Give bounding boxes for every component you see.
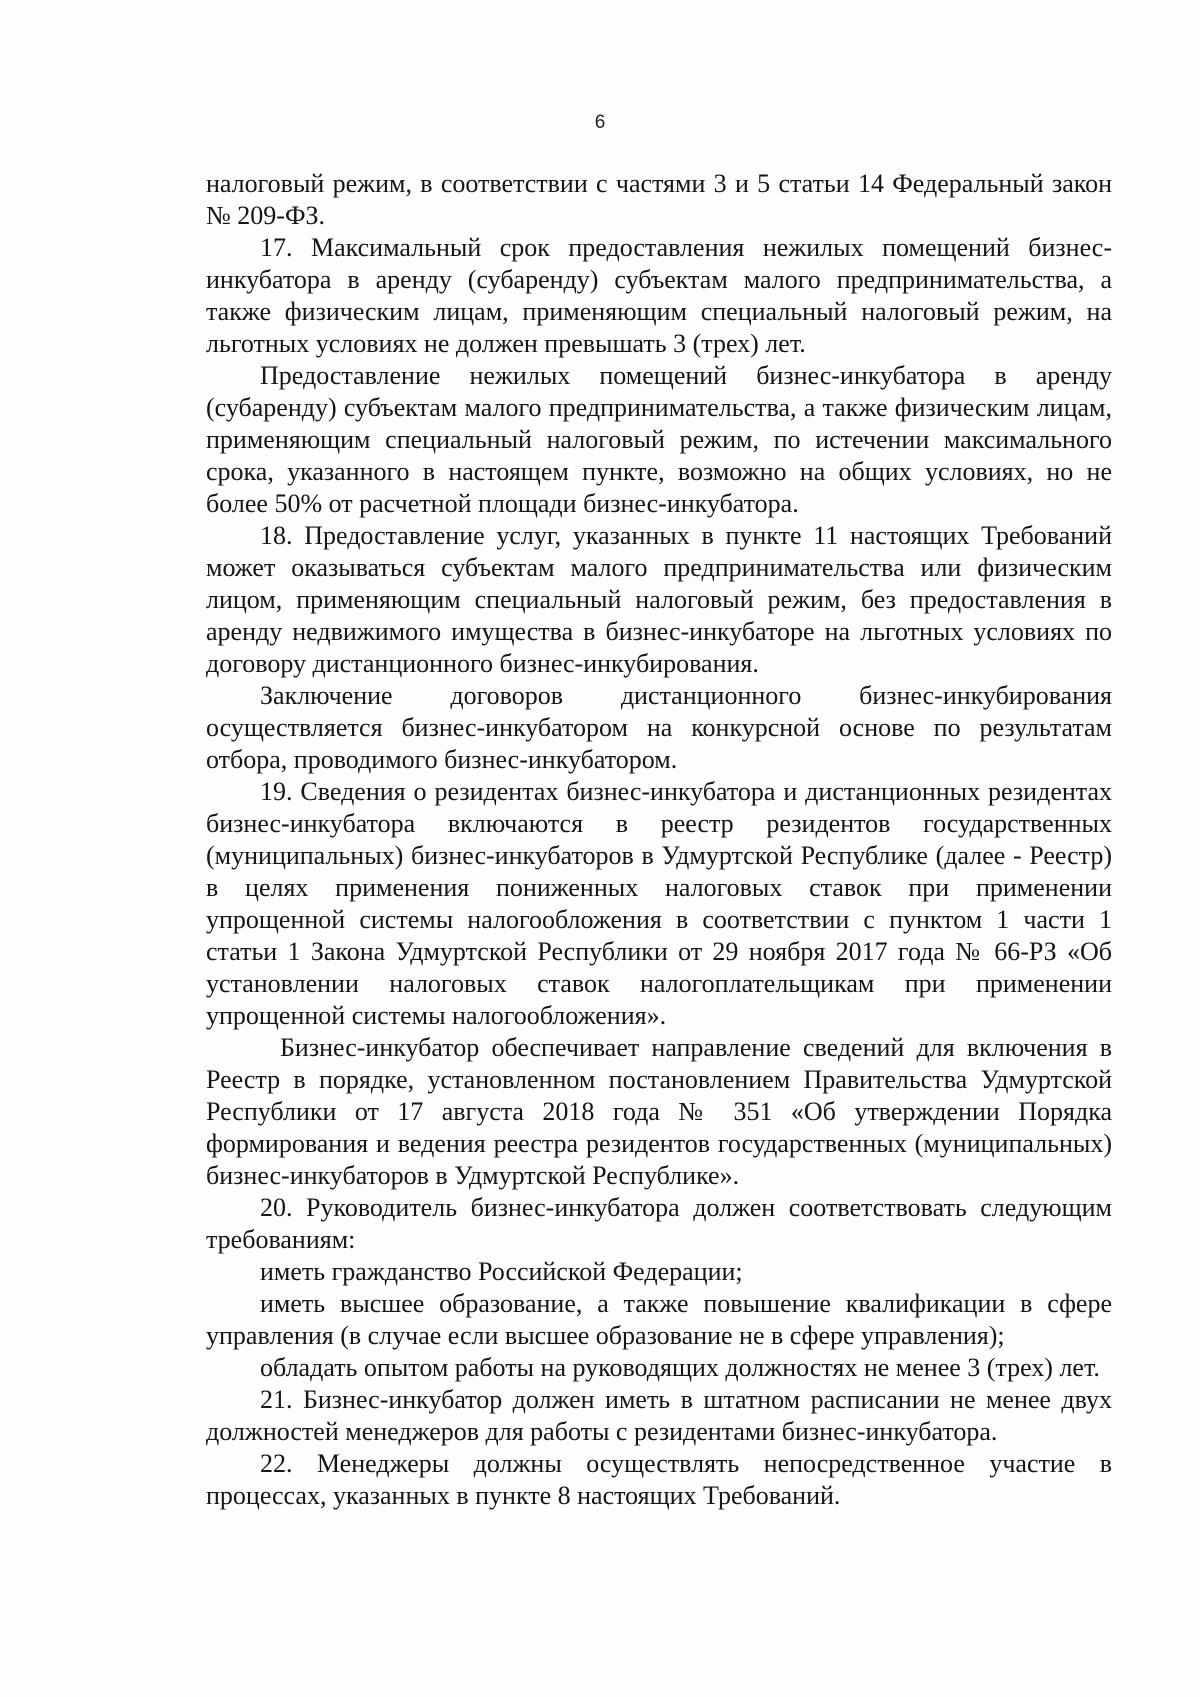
requirement-citizenship: иметь гражданство Российской Федерации; bbox=[260, 1257, 743, 1286]
paragraph-item-17: 17. Максимальный срок предоставления нежилых помещений бизнес-инкубатора в аренду (субаренду) субъектам малого предпринимательства, а также физическим лицам, применяющим специальный налоговый режим, на льготных условиях не должен превышать 3 (трех) лет. bbox=[206, 233, 1112, 358]
paragraph-item-18: 18. Предоставление услуг, указанных в пункте 11 настоящих Требований может оказываться субъектам малого предпринимательства или физическим лицом, применяющим специальный налоговый режим, без предоставления в аренду недвижимого имущества в бизнес-инкубаторе на льготных условиях по договору дистанционного бизнес-инкубирования. bbox=[206, 521, 1112, 678]
paragraph-item-18-part2: Заключение договоров дистанционного бизнес-инкубирования осуществляется бизнес-инкубатором на конкурсной основе по результатам отбора, проводимого бизнес-инкубатором. bbox=[206, 681, 1112, 774]
paragraph-item-20: 20. Руководитель бизнес-инкубатора должен соответствовать следующим требованиям: bbox=[206, 1193, 1112, 1254]
page-number: 6 bbox=[594, 112, 606, 133]
paragraph-continuation: налоговый режим, в соответствии с частями 3 и 5 статьи 14 Федеральный закон № 209-ФЗ. bbox=[206, 169, 1112, 230]
requirement-education: иметь высшее образование, а также повышение квалификации в сфере управления (в случае если высшее образование не в сфере управления); bbox=[206, 1289, 1112, 1350]
paragraph-item-19-part2: Бизнес-инкубатор обеспечивает направление сведений для включения в Реестр в порядке, установленном постановлением Правительства Удмуртской Республики от 17 августа 2018 года № 351 «Об утверждении Порядка формирования и ведения реестра резидентов государственных (муниципальных) бизнес-инкубаторов в Удмуртской Республике». bbox=[206, 1033, 1112, 1190]
paragraph-item-21: 21. Бизнес-инкубатор должен иметь в штатном расписании не менее двух должностей менеджеров для работы с резидентами бизнес-инкубатора. bbox=[206, 1385, 1112, 1446]
paragraph-item-17-part2: Предоставление нежилых помещений бизнес-инкубатора в аренду (субаренду) субъектам малого предпринимательства, а также физическим лицам, применяющим специальный налоговый режим, по истечении максимального срока, указанного в настоящем пункте, возможно на общих условиях, но не более 50% от расчетной площади бизнес-инкубатора. bbox=[206, 361, 1112, 518]
paragraph-item-22: 22. Менеджеры должны осуществлять непосредственное участие в процессах, указанных в пункте 8 настоящих Требований. bbox=[206, 1449, 1112, 1510]
paragraph-item-19: 19. Сведения о резидентах бизнес-инкубатора и дистанционных резидентах бизнес-инкубатора включаются в реестр резидентов государственных (муниципальных) бизнес-инкубаторов в Удмуртской Республике (далее - Реестр) в целях применения пониженных налоговых ставок при применении упрощенной системы налогообложения в соответствии с пунктом 1 части 1 статьи 1 Закона Удмуртской Республики от 29 ноября 2017 года № 66-РЗ «Об установлении налоговых ставок налогоплательщикам при применении упрощенной системы налогообложения». bbox=[206, 777, 1112, 1030]
requirement-experience: обладать опытом работы на руководящих должностях не менее 3 (трех) лет. bbox=[260, 1353, 1100, 1382]
document-body bbox=[206, 168, 1112, 1512]
